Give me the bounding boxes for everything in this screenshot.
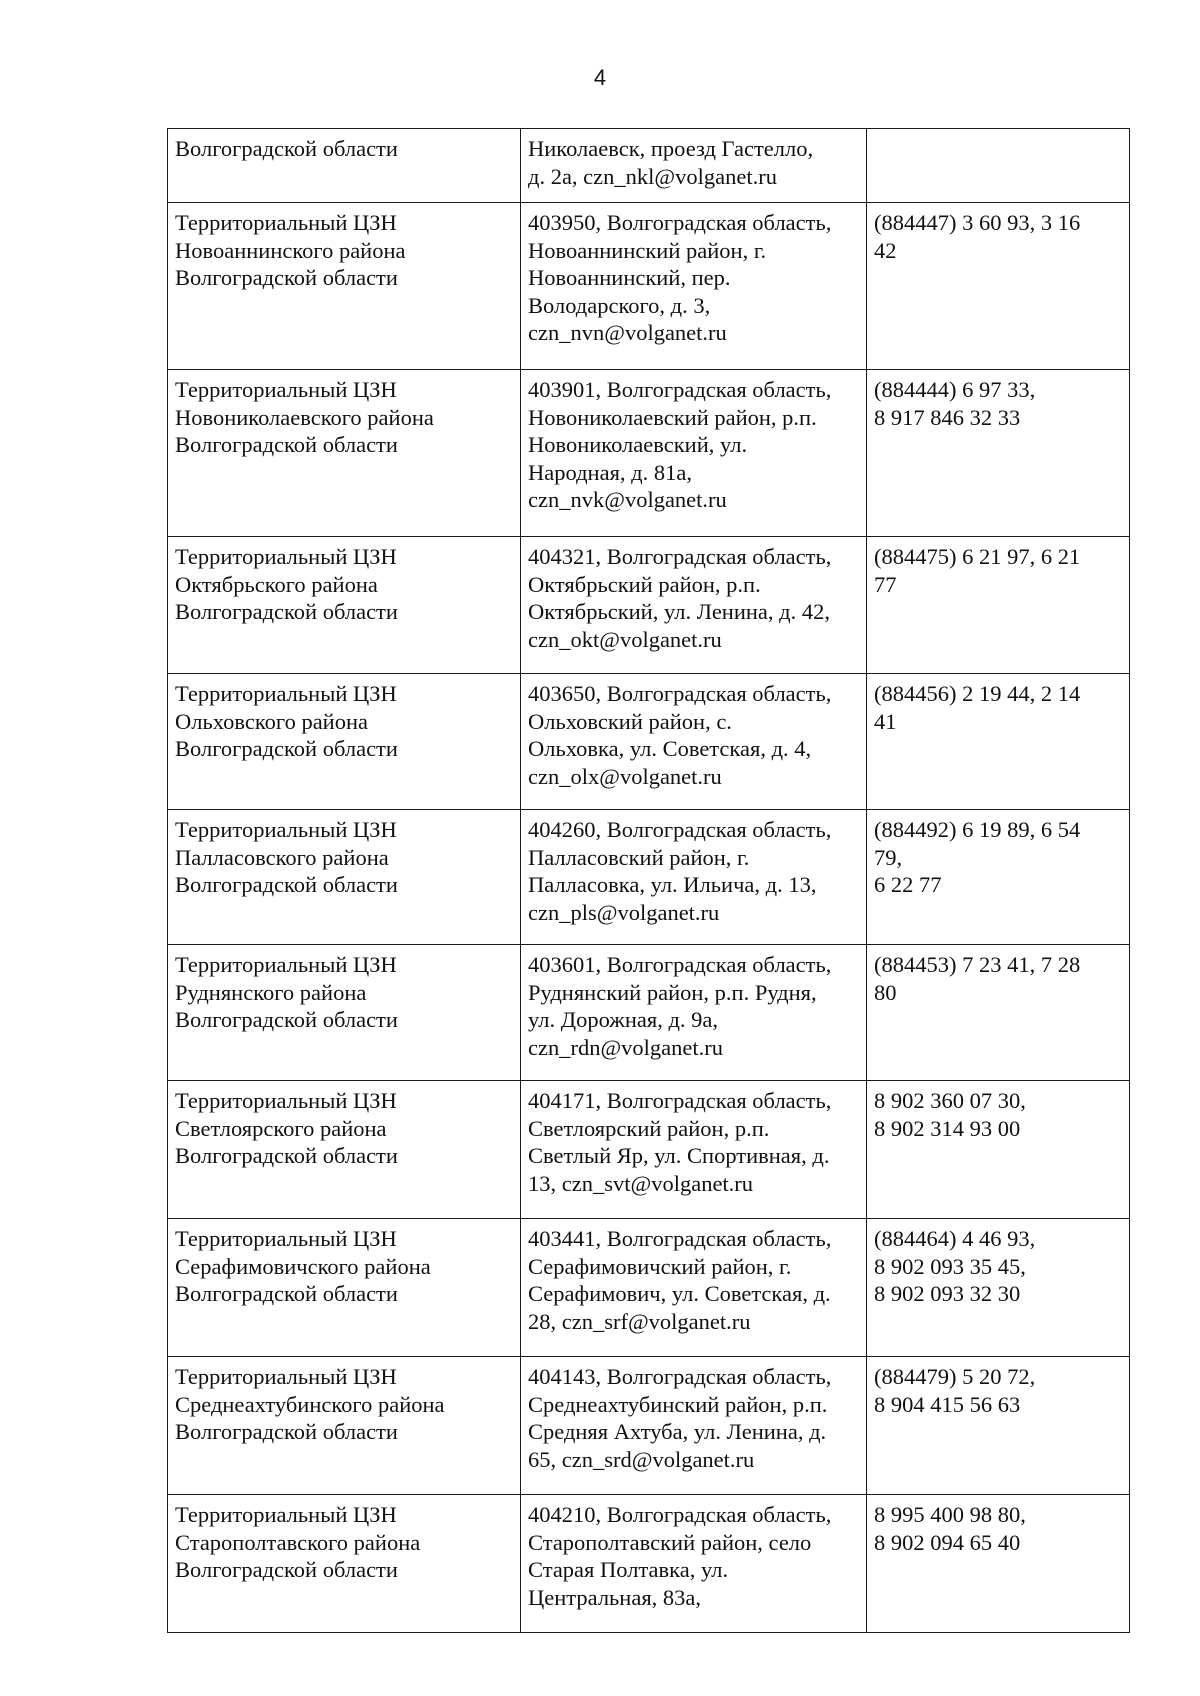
center-name-cell: Территориальный ЦЗН Новониколаевского района Волгоградской области xyxy=(168,370,521,537)
center-name-cell: Территориальный ЦЗН Палласовского района Волгоградской области xyxy=(168,810,521,945)
table-row xyxy=(168,129,1130,203)
center-name-cell: Территориальный ЦЗН Октябрьского района Волгоградской области xyxy=(168,537,521,674)
center-name-cell: Территориальный ЦЗН Новоаннинского района Волгоградской области xyxy=(168,203,521,370)
table-row xyxy=(168,1081,1130,1219)
center-address-cell: Николаевск, проезд Гастелло, д. 2а, czn_nkl@volganet.ru xyxy=(521,129,867,203)
center-name-cell: Волгоградской области xyxy=(168,129,521,203)
center-name-cell: Территориальный ЦЗН Руднянского района Волгоградской области xyxy=(168,945,521,1081)
center-phone-cell: (884453) 7 23 41, 7 28 80 xyxy=(867,945,1130,1081)
center-phone-cell: (884475) 6 21 97, 6 21 77 xyxy=(867,537,1130,674)
center-phone-cell xyxy=(867,129,1130,203)
page-number: 4 xyxy=(593,65,607,90)
center-name-cell: Территориальный ЦЗН Старополтавского района Волгоградской области xyxy=(168,1495,521,1633)
center-phone-cell: 8 995 400 98 80, 8 902 094 65 40 xyxy=(867,1495,1130,1633)
employment-centers-table xyxy=(167,128,1130,1633)
table-row xyxy=(168,945,1130,1081)
center-address-cell: 403601, Волгоградская область, Руднянский район, р.п. Рудня, ул. Дорожная, д. 9а, czn_rdn@volganet.ru xyxy=(521,945,867,1081)
center-name-cell: Территориальный ЦЗН Ольховского района Волгоградской области xyxy=(168,674,521,810)
table-row xyxy=(168,1495,1130,1633)
center-address-cell: 403950, Волгоградская область, Новоаннинский район, г. Новоаннинский, пер. Володарского, д. 3, czn_nvn@volganet.ru xyxy=(521,203,867,370)
center-address-cell: 403901, Волгоградская область, Новониколаевский район, р.п. Новониколаевский, ул. Народная, д. 81а, czn_nvk@volganet.ru xyxy=(521,370,867,537)
center-name-cell: Территориальный ЦЗН Серафимовичского района Волгоградской области xyxy=(168,1219,521,1357)
table-row xyxy=(168,1219,1130,1357)
center-address-cell: 404171, Волгоградская область, Светлоярский район, р.п. Светлый Яр, ул. Спортивная, д. 13, czn_svt@volganet.ru xyxy=(521,1081,867,1219)
center-phone-cell: (884444) 6 97 33, 8 917 846 32 33 xyxy=(867,370,1130,537)
center-name-cell: Территориальный ЦЗН Светлоярского района Волгоградской области xyxy=(168,1081,521,1219)
center-address-cell: 404321, Волгоградская область, Октябрьский район, р.п. Октябрьский, ул. Ленина, д. 42, czn_okt@volganet.ru xyxy=(521,537,867,674)
table-row xyxy=(168,810,1130,945)
table-row xyxy=(168,537,1130,674)
center-phone-cell: (884447) 3 60 93, 3 16 42 xyxy=(867,203,1130,370)
center-phone-cell: (884479) 5 20 72, 8 904 415 56 63 xyxy=(867,1357,1130,1495)
center-phone-cell: (884464) 4 46 93, 8 902 093 35 45, 8 902 093 32 30 xyxy=(867,1219,1130,1357)
center-address-cell: 404143, Волгоградская область, Среднеахтубинский район, р.п. Средняя Ахтуба, ул. Ленина, д. 65, czn_srd@volganet.ru xyxy=(521,1357,867,1495)
center-phone-cell: (884456) 2 19 44, 2 14 41 xyxy=(867,674,1130,810)
center-phone-cell: 8 902 360 07 30, 8 902 314 93 00 xyxy=(867,1081,1130,1219)
table-row xyxy=(168,370,1130,537)
table-row xyxy=(168,203,1130,370)
center-address-cell: 404260, Волгоградская область, Палласовский район, г. Палласовка, ул. Ильича, д. 13, czn_pls@volganet.ru xyxy=(521,810,867,945)
center-address-cell: 403441, Волгоградская область, Серафимовичский район, г. Серафимович, ул. Советская, д. 28, czn_srf@volganet.ru xyxy=(521,1219,867,1357)
center-name-cell: Территориальный ЦЗН Среднеахтубинского района Волгоградской области xyxy=(168,1357,521,1495)
table-row xyxy=(168,1357,1130,1495)
center-address-cell: 403650, Волгоградская область, Ольховский район, с. Ольховка, ул. Советская, д. 4, czn_olx@volganet.ru xyxy=(521,674,867,810)
center-address-cell: 404210, Волгоградская область, Старополтавский район, село Старая Полтавка, ул. Центральная, 83а, xyxy=(521,1495,867,1633)
center-phone-cell: (884492) 6 19 89, 6 54 79, 6 22 77 xyxy=(867,810,1130,945)
table-row xyxy=(168,674,1130,810)
